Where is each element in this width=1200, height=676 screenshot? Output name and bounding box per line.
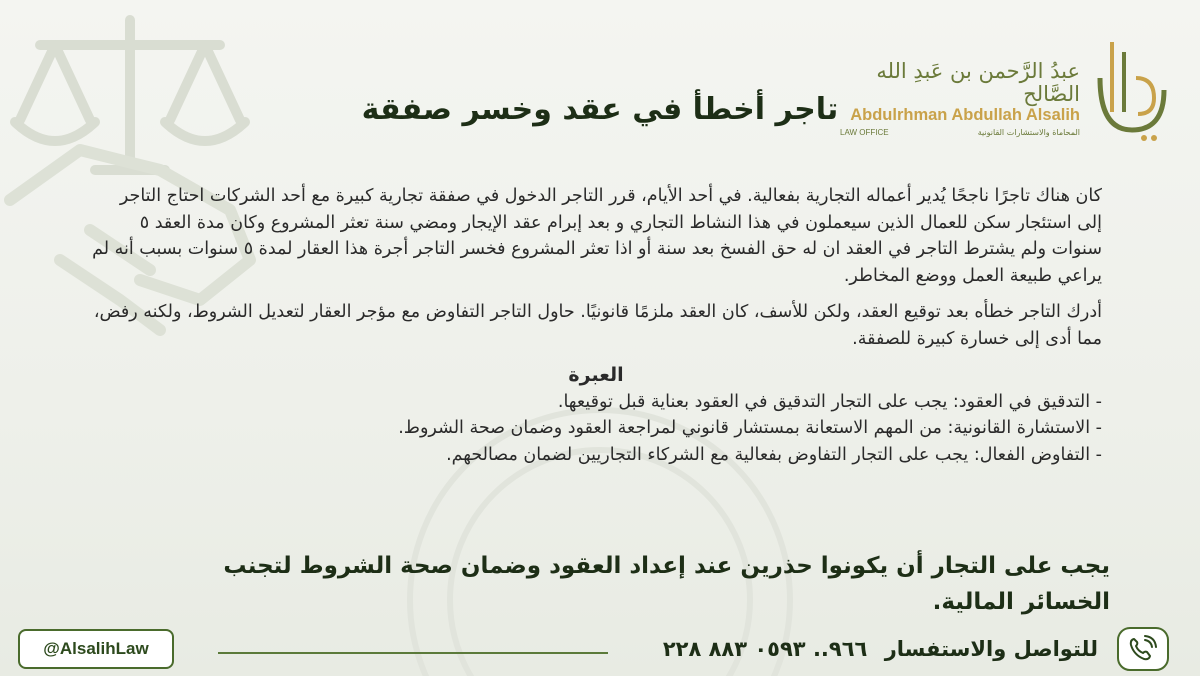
story-paragraph: كان هناك تاجرًا ناجحًا يُدير أعماله التجارية بفعالية. في أحد الأيام، قرر التاجر الدخول في صفقة تجارية كبيرة مع أحد الشركات احتاج التاجر إلى استئجار سكن للعمال الذين سيعملون في هذا النشاط التجاري و بعد إبرام عقد الإيجار ومضي سنة تعثر المشروع وكان مدة العقد ٥ سنوات ولم يشترط التاجر في العقد ان له حق الفسخ بعد سنة أو اذا تعثر المشروع فخسر التاجر أجرة هذا العقار لمدة ٥ سنوات بسبب أنه لم يراعي طبيعة العمل ووضع المخاطر. bbox=[92, 186, 1102, 286]
phone-button[interactable] bbox=[1116, 626, 1170, 672]
contact-label: للتواصل والاستفسار bbox=[884, 637, 1098, 661]
contact-phone[interactable]: ٩٦٦.. ٠٥٩٣ ٨٨٣ ٢٢٨ bbox=[662, 637, 868, 661]
brand-name-arabic: عبدُ الرَّحمن بن عَبدِ الله الصَّالح bbox=[876, 59, 1080, 107]
phone-icon bbox=[1116, 626, 1170, 672]
closing-statement: يجب على التجار أن يكونوا حذرين عند إعداد العقود وضمان صحة الشروط لتجنب الخسائر المالية. bbox=[223, 553, 1110, 615]
lesson-item: - التدقيق في العقود: يجب على التجار التدقيق في العقود بعناية قبل توقيعها. bbox=[90, 389, 1102, 416]
article-body bbox=[90, 183, 1102, 468]
lesson-heading: العبرة bbox=[568, 364, 624, 386]
social-handle-button[interactable]: @AlsalihLaw bbox=[18, 629, 174, 669]
brand-subtitle-english: LAW OFFICE bbox=[840, 127, 889, 137]
footer-divider bbox=[218, 652, 608, 654]
lesson-list bbox=[90, 389, 1102, 469]
logo-emblem-icon bbox=[1092, 38, 1172, 148]
lesson-item: - التفاوض الفعال: يجب على التجار التفاوض بفعالية مع الشركاء التجاريين لضمان مصالحهم. bbox=[90, 442, 1102, 469]
outcome-paragraph: أدرك التاجر خطأه بعد توقيع العقد، ولكن للأسف، كان العقد ملزمًا قانونيًا. حاول التاجر التفاوض مع مؤجر العقار لتعديل الشروط، ولكنه رفض، مما أدى إلى خسارة كبيرة للصفقة. bbox=[93, 302, 1102, 349]
lesson-item: - الاستشارة القانونية: من المهم الاستعانة بمستشار قانوني لمراجعة العقود وضمان صحة الشروط. bbox=[90, 415, 1102, 442]
page-title: تاجر أخطأ في عقد وخسر صفقة bbox=[361, 92, 839, 127]
scales-watermark-icon bbox=[15, 20, 245, 170]
brand-subtitle-arabic: المحاماة والاستشارات القانونية bbox=[977, 127, 1080, 137]
contact-info bbox=[663, 637, 1098, 661]
brand-name-english: Abdulrhman Abdullah Alsalih bbox=[850, 106, 1080, 125]
